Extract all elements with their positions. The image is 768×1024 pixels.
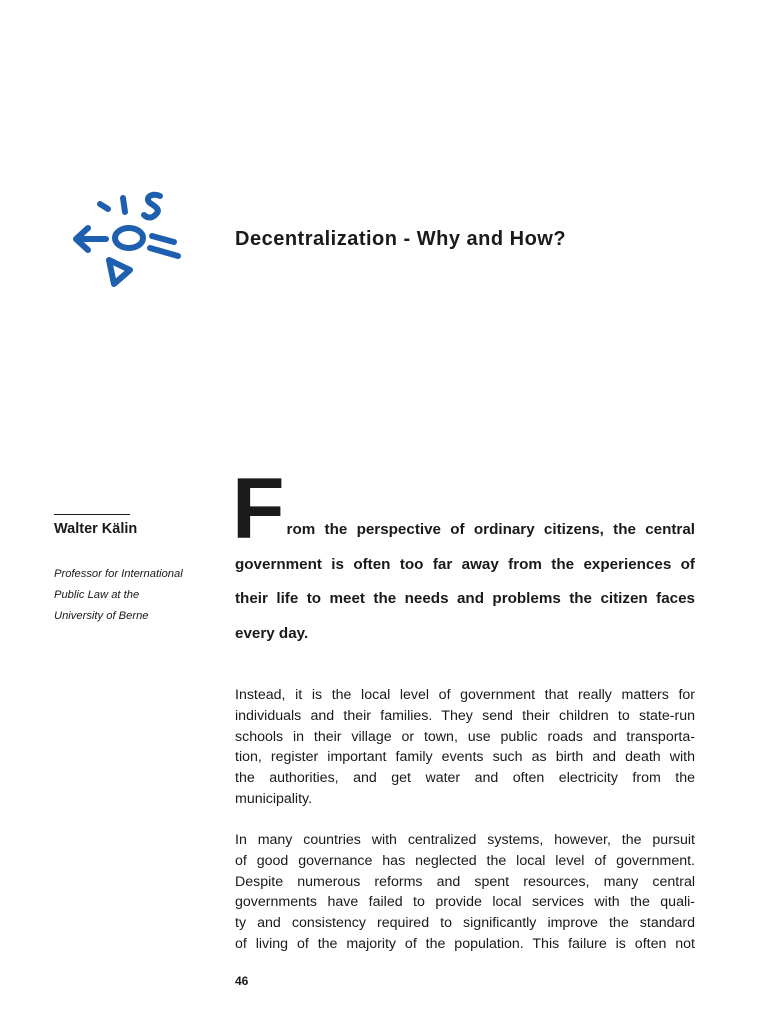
body-paragraph bbox=[235, 830, 695, 955]
author-role-line: Professor for International bbox=[54, 568, 183, 580]
body-line: Instead, it is the local level of government that really matters for bbox=[235, 687, 695, 703]
lead-paragraph bbox=[232, 461, 695, 651]
author-role-line: University of Berne bbox=[54, 609, 149, 622]
lead-line: their life to meet the needs and problems the citizen faces bbox=[235, 590, 695, 607]
author-divider bbox=[54, 514, 130, 515]
body-line: of living of the majority of the population. This failure is often not bbox=[235, 935, 695, 952]
author-role-line: Public Law at the bbox=[54, 588, 140, 601]
lead-line: every day. bbox=[235, 624, 309, 642]
page-title: Decentralization - Why and How? bbox=[235, 228, 567, 250]
body-line: governments have failed to provide local services with the quali- bbox=[235, 894, 695, 911]
author-name: Walter Kälin bbox=[54, 521, 138, 537]
body-line: Despite numerous reforms and spent resources, many central bbox=[235, 873, 695, 890]
body-line: municipality. bbox=[235, 790, 313, 807]
body-line: of good governance has neglected the local level of government. bbox=[235, 852, 695, 869]
lead-line: rom the perspective of ordinary citizens, the central bbox=[286, 521, 695, 538]
drop-cap: F bbox=[232, 461, 285, 557]
author-affiliation bbox=[54, 564, 214, 626]
body-line: individuals and their families. They send their children to state-run bbox=[235, 707, 695, 724]
body-line: In many countries with centralized systems, however, the pursuit bbox=[235, 832, 695, 848]
body-paragraph bbox=[235, 685, 695, 810]
body-line: ty and consistency required to significantly improve the standard bbox=[235, 915, 695, 932]
sdc-logo-icon bbox=[68, 190, 186, 290]
page-number: 46 bbox=[235, 974, 249, 988]
lead-line: government is often too far away from the experiences of bbox=[235, 555, 695, 573]
body-line: the authorities, and get water and often electricity from the bbox=[235, 770, 695, 787]
body-line: tion, register important family events such as birth and death with bbox=[235, 749, 695, 766]
body-line: schools in their village or town, use public roads and transporta- bbox=[235, 728, 695, 745]
